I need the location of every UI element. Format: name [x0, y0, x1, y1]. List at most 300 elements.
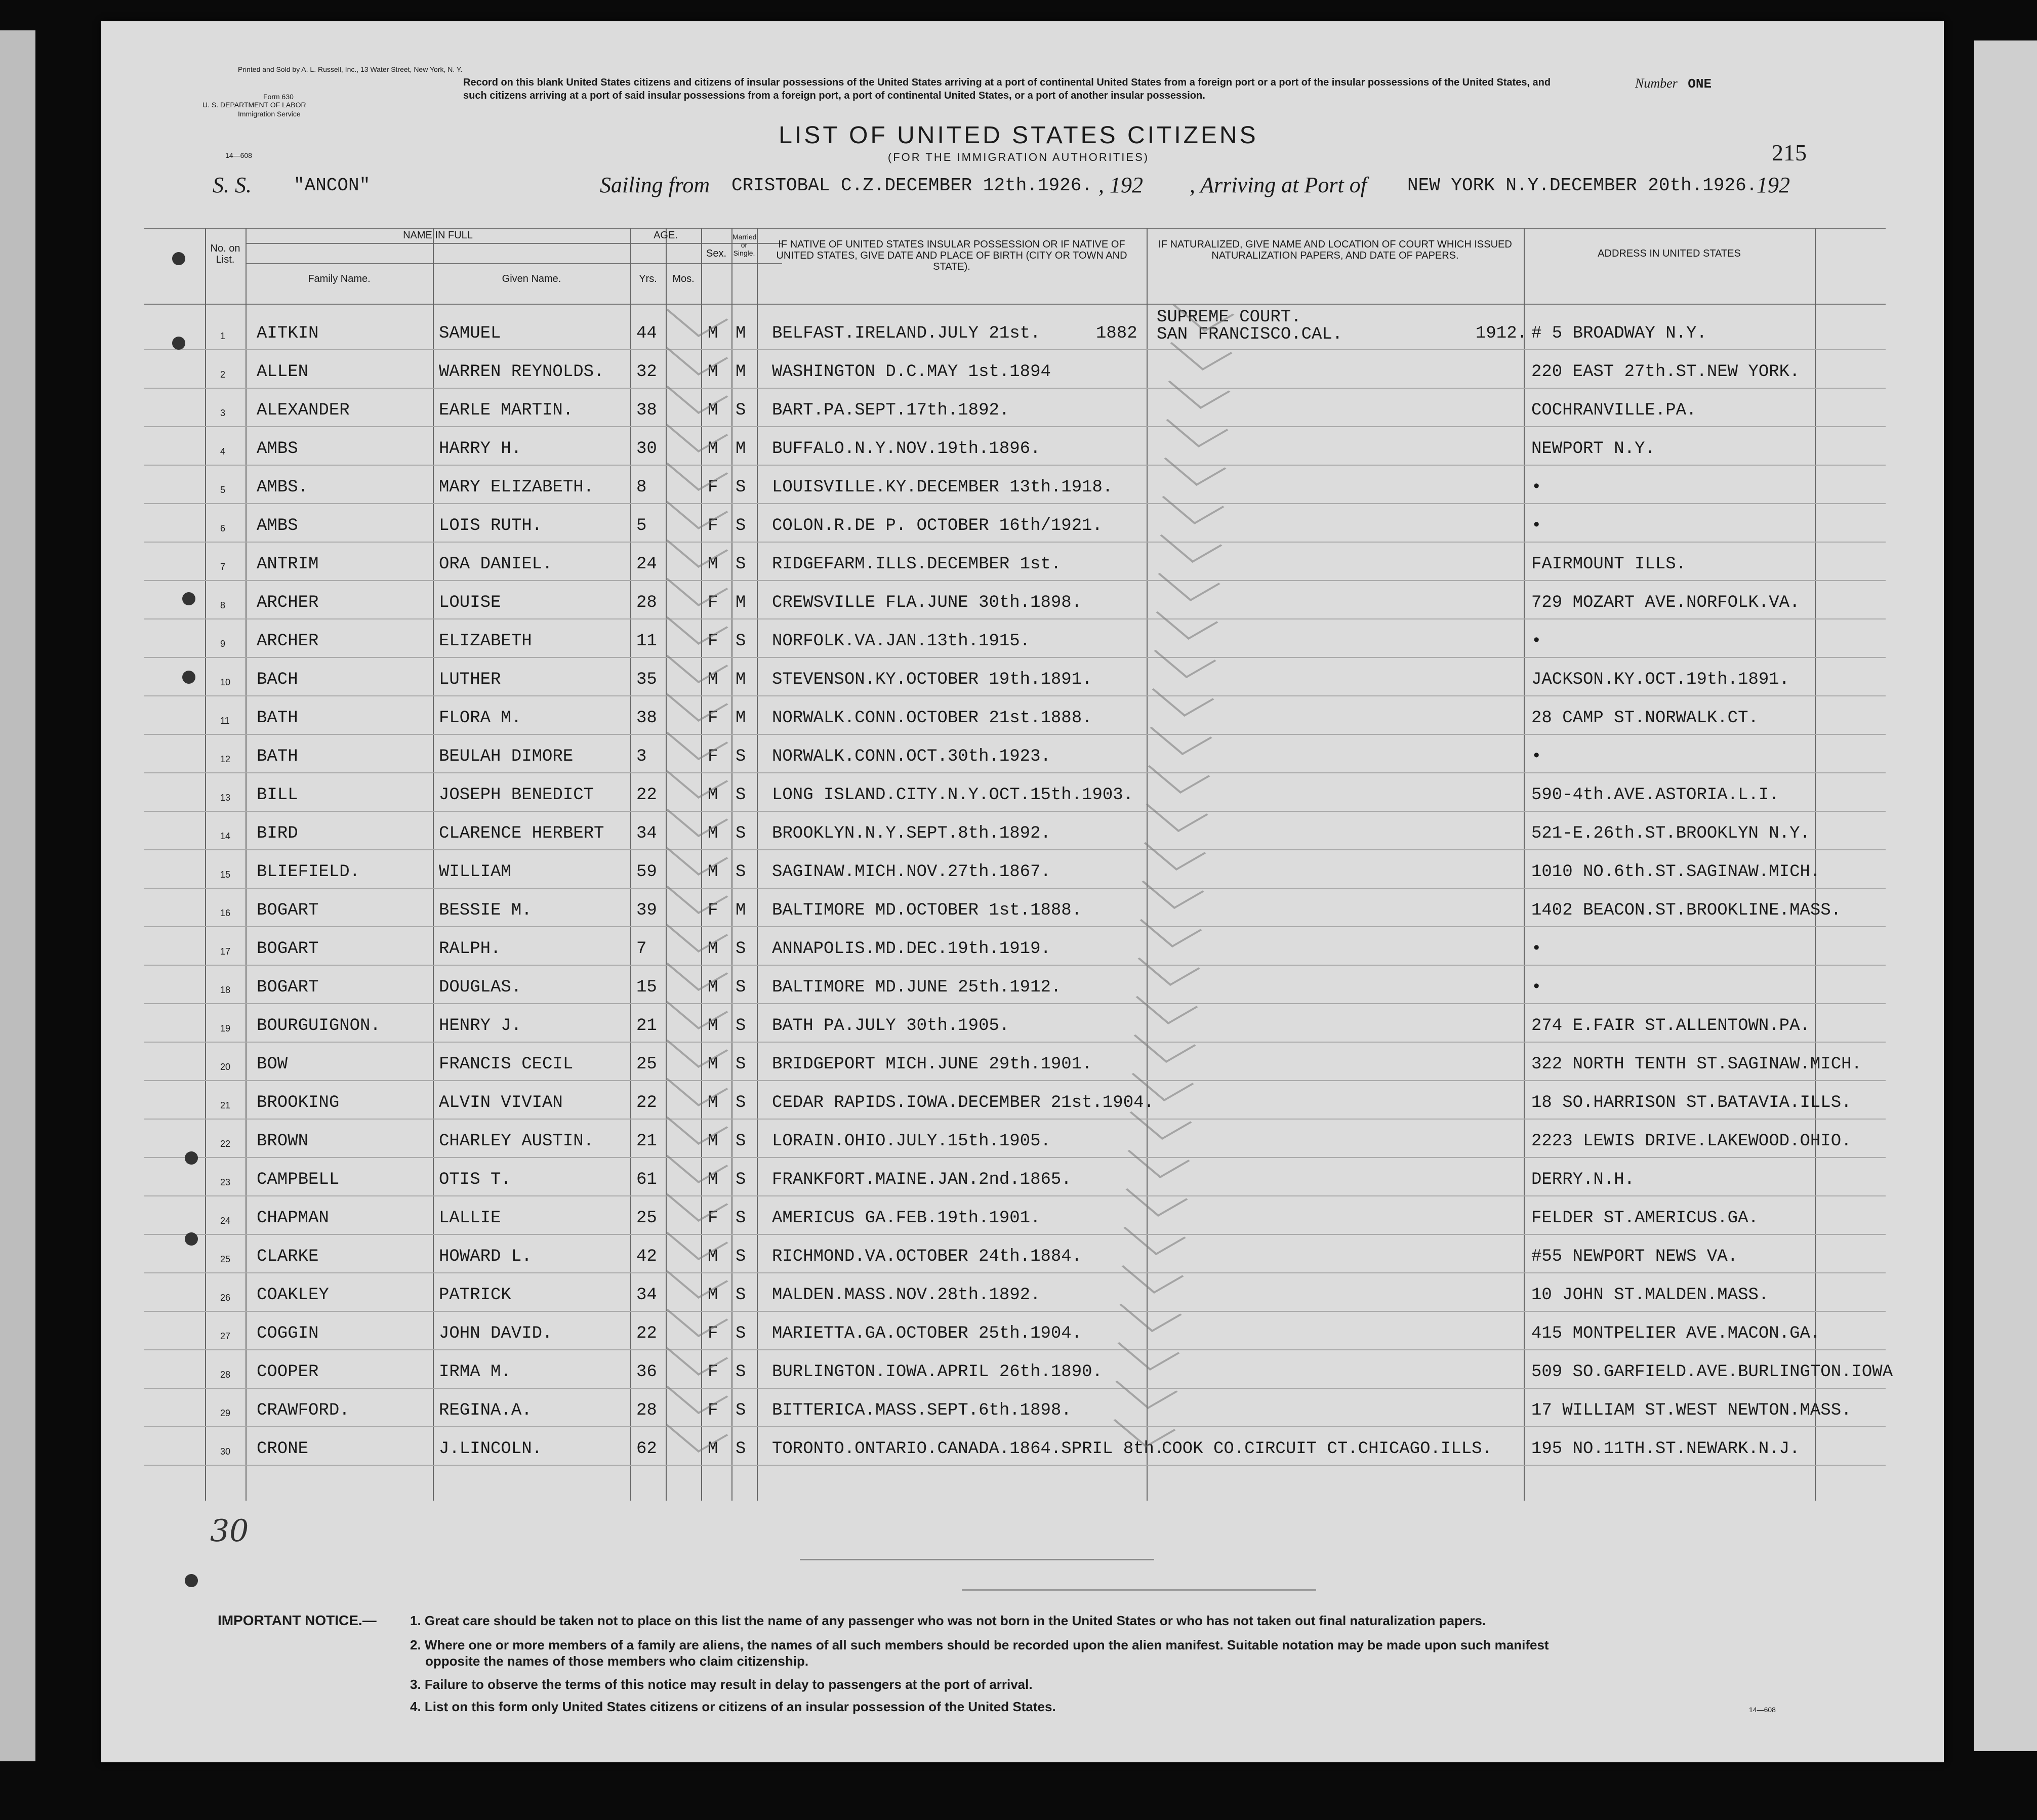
family-name: ARCHER	[257, 632, 319, 651]
table-row	[144, 1122, 1886, 1160]
family-name: BOGART	[257, 939, 319, 959]
birth-place-date: FRANKFORT.MAINE.JAN.2nd.1865.	[772, 1170, 1072, 1189]
row-number: 12	[220, 754, 231, 764]
sex: M	[708, 555, 718, 574]
given-name: IRMA M.	[439, 1362, 511, 1382]
sex: M	[708, 1132, 718, 1151]
birth-place-date: BALTIMORE MD.OCTOBER 1st.1888.	[772, 901, 1082, 920]
age-years: 21	[636, 1132, 657, 1151]
age-years: 22	[636, 785, 657, 805]
married-single: S	[736, 1247, 746, 1266]
address: 17 WILLIAM ST.WEST NEWTON.MASS.	[1531, 1401, 1852, 1420]
row-rule	[144, 580, 1886, 581]
birth-place-date: RICHMOND.VA.OCTOBER 24th.1884.	[772, 1247, 1082, 1266]
married-single: S	[736, 1209, 746, 1228]
form-number: Form 630	[263, 93, 294, 101]
row-number: 9	[220, 639, 226, 649]
row-rule	[144, 1465, 1886, 1466]
age-years: 62	[636, 1439, 657, 1459]
birth-place-date: AMERICUS GA.FEB.19th.1901.	[772, 1209, 1041, 1228]
row-number: 3	[220, 408, 226, 418]
sex: F	[708, 901, 718, 920]
row-number: 15	[220, 870, 231, 880]
col-sex: Sex.	[706, 248, 727, 259]
given-name: J.LINCOLN.	[439, 1439, 543, 1459]
row-number: 1	[220, 331, 226, 341]
sex: F	[708, 632, 718, 651]
punch-hole	[185, 1232, 198, 1246]
row-rule	[144, 849, 1886, 850]
sex: M	[708, 1170, 718, 1189]
row-number: 27	[220, 1331, 231, 1341]
family-name: BILL	[257, 785, 298, 805]
row-rule	[144, 1080, 1886, 1081]
married-single: S	[736, 1055, 746, 1074]
year-label-2: 192	[1757, 173, 1790, 197]
row-number: 20	[220, 1062, 231, 1072]
table-row	[144, 1314, 1886, 1352]
row-rule	[144, 695, 1886, 696]
age-years: 36	[636, 1362, 657, 1382]
row-number: 21	[220, 1100, 231, 1110]
family-name: CRONE	[257, 1439, 309, 1459]
birth-year: 1882	[1096, 324, 1137, 343]
address: 2223 LEWIS DRIVE.LAKEWOOD.OHIO.	[1531, 1132, 1852, 1151]
age-years: 34	[636, 824, 657, 843]
row-number: 24	[220, 1216, 231, 1226]
married-single: M	[736, 362, 746, 382]
row-rule	[144, 465, 1886, 466]
married-single: S	[736, 747, 746, 766]
page-number: 215	[1772, 140, 1807, 166]
row-number: 18	[220, 985, 231, 995]
number-value: ONE	[1688, 76, 1712, 92]
family-name: BIRD	[257, 824, 298, 843]
age-years: 38	[636, 709, 657, 728]
naturalization-location: SAN FRANCISCO.CAL.	[1157, 325, 1343, 344]
row-rule	[144, 1388, 1886, 1389]
number-label: Number	[1635, 76, 1678, 91]
given-name: ALVIN VIVIAN	[439, 1093, 563, 1112]
family-name: BROWN	[257, 1132, 309, 1151]
row-rule	[144, 388, 1886, 389]
row-number: 16	[220, 908, 231, 918]
table-row	[144, 468, 1886, 506]
family-name: BOW	[257, 1055, 288, 1074]
family-name: ANTRIM	[257, 555, 319, 574]
birth-place-date: BROOKLYN.N.Y.SEPT.8th.1892.	[772, 824, 1051, 843]
address: # 5 BROADWAY N.Y.	[1531, 324, 1707, 343]
col-family: Family Name.	[308, 273, 371, 284]
row-number: 10	[220, 677, 231, 687]
table-row	[144, 929, 1886, 968]
given-name: BEULAH DIMORE	[439, 747, 574, 766]
married-single: M	[736, 439, 746, 459]
adjacent-page-right	[1974, 40, 2037, 1751]
punch-hole	[182, 592, 195, 605]
inspector-signature	[800, 1513, 1154, 1560]
sex: F	[708, 1324, 718, 1343]
form-code: 14—608	[225, 151, 252, 159]
family-name: AMBS	[257, 516, 298, 535]
notice-item-3: 3. Failure to observe the terms of this notice may result in delay to passengers at the port of arrival.	[410, 1677, 1033, 1692]
birth-place-date: LORAIN.OHIO.JULY.15th.1905.	[772, 1132, 1051, 1151]
given-name: LALLIE	[439, 1209, 501, 1228]
row-rule	[144, 1349, 1886, 1350]
table-row	[144, 308, 1886, 352]
birth-place-date: NORWALK.CONN.OCT.30th.1923.	[772, 747, 1051, 766]
family-name: BOGART	[257, 978, 319, 997]
sex: M	[708, 862, 718, 882]
table-row	[144, 1045, 1886, 1083]
family-name: ALEXANDER	[257, 401, 350, 420]
table-row	[144, 660, 1886, 698]
address: 509 SO.GARFIELD.AVE.BURLINGTON.IOWA	[1531, 1362, 1893, 1382]
row-number: 4	[220, 446, 226, 457]
address: DERRY.N.H.	[1531, 1170, 1635, 1189]
row-rule	[144, 349, 1886, 350]
col-married-single: Married or Single.	[732, 233, 757, 257]
married-single: S	[736, 632, 746, 651]
department: U. S. DEPARTMENT OF LABOR	[202, 101, 306, 109]
col-address: ADDRESS IN UNITED STATES	[1598, 248, 1741, 259]
married-single: S	[736, 401, 746, 420]
sex: F	[708, 709, 718, 728]
row-rule	[144, 426, 1886, 427]
address: FAIRMOUNT ILLS.	[1531, 555, 1687, 574]
family-name: AMBS	[257, 439, 298, 459]
birth-place-date: BART.PA.SEPT.17th.1892.	[772, 401, 1010, 420]
row-number: 8	[220, 600, 226, 610]
birth-place-date: ANNAPOLIS.MD.DEC.19th.1919.	[772, 939, 1051, 959]
married-single: M	[736, 901, 746, 920]
given-name: FLORA M.	[439, 709, 522, 728]
sex: M	[708, 1016, 718, 1036]
table-row	[144, 891, 1886, 929]
row-rule	[144, 1003, 1886, 1004]
address: 729 MOZART AVE.NORFOLK.VA.	[1531, 593, 1800, 612]
naturalization-court: SUPREME COURT.	[1157, 308, 1301, 327]
age-years: 44	[636, 324, 657, 343]
given-name: BESSIE M.	[439, 901, 532, 920]
year-label-1: , 192	[1098, 173, 1143, 197]
col-yrs: Yrs.	[639, 273, 657, 284]
row-number: 25	[220, 1254, 231, 1264]
given-name: ORA DANIEL.	[439, 555, 553, 574]
row-number: 2	[220, 369, 226, 380]
married-single: S	[736, 1016, 746, 1036]
address: 18 SO.HARRISON ST.BATAVIA.ILLS.	[1531, 1093, 1852, 1112]
family-name: BATH	[257, 747, 298, 766]
ss-label: S. S.	[213, 173, 252, 197]
col-name-in-full: NAME IN FULL	[403, 230, 473, 241]
family-name: BATH	[257, 709, 298, 728]
given-name: HENRY J.	[439, 1016, 522, 1036]
family-name: BOURGUIGNON.	[257, 1016, 381, 1036]
table-row	[144, 1198, 1886, 1237]
row-rule	[144, 1426, 1886, 1427]
rule	[144, 228, 1886, 229]
table-row	[144, 852, 1886, 891]
address: 1010 NO.6th.ST.SAGINAW.MICH.	[1531, 862, 1821, 882]
birth-place-date: BURLINGTON.IOWA.APRIL 26th.1890.	[772, 1362, 1103, 1382]
col-birth: IF NATIVE OF UNITED STATES INSULAR POSSESSION OR IF NATIVE OF UNITED STATES, GIVE DATE AND PLACE OF BIRTH (CITY OR TOWN AND STATE).	[776, 239, 1127, 272]
table-row	[144, 1006, 1886, 1045]
given-name: ELIZABETH	[439, 632, 532, 651]
birth-place-date: LOUISVILLE.KY.DECEMBER 13th.1918.	[772, 478, 1113, 497]
given-name: RALPH.	[439, 939, 501, 959]
row-number: 7	[220, 562, 226, 572]
rule	[144, 304, 1886, 305]
address: 521-E.26th.ST.BROOKLYN N.Y.	[1531, 824, 1810, 843]
birth-place-date: BATH PA.JULY 30th.1905.	[772, 1016, 1010, 1036]
birth-place-date: MARIETTA.GA.OCTOBER 25th.1904.	[772, 1324, 1082, 1343]
age-years: 34	[636, 1286, 657, 1305]
given-name: LUTHER	[439, 670, 501, 689]
address: 195 NO.11TH.ST.NEWARK.N.J.	[1531, 1439, 1800, 1459]
row-rule	[144, 503, 1886, 504]
row-rule	[144, 888, 1886, 889]
table-row	[144, 429, 1886, 468]
birth-place-date: NORFOLK.VA.JAN.13th.1915.	[772, 632, 1031, 651]
given-name: DOUGLAS.	[439, 978, 522, 997]
punch-hole	[182, 671, 195, 684]
married-single: M	[736, 670, 746, 689]
adjacent-page-left	[0, 30, 35, 1761]
sailing-from: CRISTOBAL C.Z.DECEMBER 12th.1926.	[731, 175, 1092, 196]
table-row	[144, 1275, 1886, 1314]
row-rule	[144, 734, 1886, 735]
table-row	[144, 506, 1886, 545]
table-row	[144, 1237, 1886, 1275]
row-number: 17	[220, 946, 231, 957]
age-years: 42	[636, 1247, 657, 1266]
address: 220 EAST 27th.ST.NEW YORK.	[1531, 362, 1800, 382]
table-row	[144, 737, 1886, 775]
age-years: 22	[636, 1093, 657, 1112]
married-single: S	[736, 1401, 746, 1420]
age-years: 25	[636, 1209, 657, 1228]
married-single: S	[736, 824, 746, 843]
sex: M	[708, 1093, 718, 1112]
given-name: FRANCIS CECIL	[439, 1055, 574, 1074]
family-name: CAMPBELL	[257, 1170, 340, 1189]
given-name: PATRICK	[439, 1286, 511, 1305]
family-name: CHAPMAN	[257, 1209, 329, 1228]
row-number: 19	[220, 1023, 231, 1033]
birth-place-date: RIDGEFARM.ILLS.DECEMBER 1st.	[772, 555, 1062, 574]
row-rule	[144, 1234, 1886, 1235]
address: 28 CAMP ST.NORWALK.CT.	[1531, 709, 1759, 728]
address: •	[1531, 978, 1542, 997]
birth-place-date: BUFFALO.N.Y.NOV.19th.1896.	[772, 439, 1041, 459]
inspector-initials	[962, 1559, 1316, 1591]
address: •	[1531, 747, 1542, 766]
row-number: 26	[220, 1293, 231, 1303]
arriving-at: NEW YORK N.Y.DECEMBER 20th.1926.	[1407, 175, 1758, 196]
married-single: S	[736, 939, 746, 959]
sex: M	[708, 978, 718, 997]
birth-place-date: BITTERICA.MASS.SEPT.6th.1898.	[772, 1401, 1072, 1420]
sex: M	[708, 401, 718, 420]
sex: M	[708, 362, 718, 382]
table-row	[144, 968, 1886, 1006]
row-number: 6	[220, 523, 226, 533]
age-years: 30	[636, 439, 657, 459]
notice-item-2-cont: opposite the names of those members who claim citizenship.	[425, 1653, 809, 1669]
age-years: 5	[636, 516, 647, 535]
row-rule	[144, 1042, 1886, 1043]
family-name: CLARKE	[257, 1247, 319, 1266]
married-single: S	[736, 1132, 746, 1151]
married-single: S	[736, 862, 746, 882]
page-subtitle: (FOR THE IMMIGRATION AUTHORITIES)	[887, 151, 1150, 163]
sex: F	[708, 516, 718, 535]
address: 415 MONTPELIER AVE.MACON.GA.	[1531, 1324, 1821, 1343]
birth-place-date: BALTIMORE MD.JUNE 25th.1912.	[772, 978, 1062, 997]
family-name: BOGART	[257, 901, 319, 920]
punch-hole	[172, 337, 185, 350]
given-name: HARRY H.	[439, 439, 522, 459]
birth-place-date: CREWSVILLE FLA.JUNE 30th.1898.	[772, 593, 1082, 612]
married-single: S	[736, 978, 746, 997]
birth-place-date: SAGINAW.MICH.NOV.27th.1867.	[772, 862, 1051, 882]
married-single: M	[736, 324, 746, 343]
check-mark	[666, 293, 728, 337]
table-row	[144, 1352, 1893, 1391]
page-title: LIST OF UNITED STATES CITIZENS	[779, 122, 1258, 149]
address: #55 NEWPORT NEWS VA.	[1531, 1247, 1738, 1266]
address: 322 NORTH TENTH ST.SAGINAW.MICH.	[1531, 1055, 1862, 1074]
age-years: 28	[636, 1401, 657, 1420]
age-years: 61	[636, 1170, 657, 1189]
sex: M	[708, 785, 718, 805]
married-single: S	[736, 1286, 746, 1305]
age-years: 24	[636, 555, 657, 574]
family-name: COOPER	[257, 1362, 319, 1382]
sex: M	[708, 1439, 718, 1459]
sex: F	[708, 1401, 718, 1420]
birth-place-date: LONG ISLAND.CITY.N.Y.OCT.15th.1903.	[772, 785, 1134, 805]
notice-item-2: 2. Where one or more members of a family are aliens, the names of all such members should be recorded upon the alien manifest. Suitable notation may be made upon such manifest	[410, 1637, 1549, 1652]
address: 10 JOHN ST.MALDEN.MASS.	[1531, 1286, 1769, 1305]
address: FELDER ST.AMERICUS.GA.	[1531, 1209, 1759, 1228]
punch-hole	[185, 1574, 198, 1587]
row-rule	[144, 1195, 1886, 1196]
row-number: 14	[220, 831, 231, 841]
row-rule	[144, 618, 1886, 619]
birth-place-date: MALDEN.MASS.NOV.28th.1892.	[772, 1286, 1041, 1305]
address: •	[1531, 516, 1542, 535]
birth-place-date: NORWALK.CONN.OCTOBER 21st.1888.	[772, 709, 1092, 728]
given-name: LOUISE	[439, 593, 501, 612]
sex: M	[708, 439, 718, 459]
table-row	[144, 391, 1886, 429]
age-years: 3	[636, 747, 647, 766]
age-years: 11	[636, 632, 657, 651]
row-number: 28	[220, 1370, 231, 1380]
footer-code: 14—608	[1749, 1706, 1776, 1714]
age-years: 39	[636, 901, 657, 920]
sex: F	[708, 478, 718, 497]
col-naturalized: IF NATURALIZED, GIVE NAME AND LOCATION OF COURT WHICH ISSUED NATURALIZATION PAPERS, AND DATE OF PAPERS.	[1158, 239, 1512, 261]
sex: M	[708, 1286, 718, 1305]
sex: M	[708, 324, 718, 343]
birth-place-date: BELFAST.IRELAND.JULY 21st.	[772, 324, 1041, 343]
married-single: S	[736, 785, 746, 805]
birth-place-date: BRIDGEPORT MICH.JUNE 29th.1901.	[772, 1055, 1092, 1074]
naturalization-year: 1912.	[1476, 324, 1528, 343]
address: 274 E.FAIR ST.ALLENTOWN.PA.	[1531, 1016, 1810, 1036]
family-name: CRAWFORD.	[257, 1401, 350, 1420]
age-years: 22	[636, 1324, 657, 1343]
given-name: LOIS RUTH.	[439, 516, 543, 535]
sex: F	[708, 747, 718, 766]
address: COCHRANVILLE.PA.	[1531, 401, 1697, 420]
table-row	[144, 1160, 1886, 1198]
family-name: ALLEN	[257, 362, 309, 382]
row-rule	[144, 811, 1886, 812]
given-name: WILLIAM	[439, 862, 511, 882]
sex: M	[708, 824, 718, 843]
married-single: S	[736, 555, 746, 574]
age-years: 15	[636, 978, 657, 997]
given-name: REGINA.A.	[439, 1401, 532, 1420]
given-name: MARY ELIZABETH.	[439, 478, 594, 497]
row-rule	[144, 1272, 1886, 1273]
row-rule	[144, 1311, 1886, 1312]
given-name: JOHN DAVID.	[439, 1324, 553, 1343]
list-number	[1635, 76, 1712, 92]
family-name: ARCHER	[257, 593, 319, 612]
age-years: 59	[636, 862, 657, 882]
married-single: S	[736, 1324, 746, 1343]
row-number: 13	[220, 793, 231, 803]
address: •	[1531, 632, 1542, 651]
married-single: S	[736, 1362, 746, 1382]
punch-hole	[185, 1151, 198, 1165]
row-rule	[144, 1119, 1886, 1120]
table-row	[144, 1391, 1886, 1429]
married-single: S	[736, 1439, 746, 1459]
sex: M	[708, 1247, 718, 1266]
age-years: 25	[636, 1055, 657, 1074]
address: 1402 BEACON.ST.BROOKLINE.MASS.	[1531, 901, 1842, 920]
printer-line: Printed and Sold by A. L. Russell, Inc., 13 Water Street, New York, N. Y.	[238, 65, 463, 73]
given-name: SAMUEL	[439, 324, 501, 343]
married-single: S	[736, 1170, 746, 1189]
birth-place-date: WASHINGTON D.C.MAY 1st.1894	[772, 362, 1051, 382]
family-name: BROOKING	[257, 1093, 340, 1112]
sex: M	[708, 1055, 718, 1074]
row-number: 30	[220, 1446, 231, 1457]
sex: F	[708, 1362, 718, 1382]
table-row	[144, 622, 1886, 660]
row-rule	[144, 1157, 1886, 1158]
address: •	[1531, 478, 1542, 497]
family-name: BLIEFIELD.	[257, 862, 360, 882]
ship-name: "ANCON"	[294, 175, 371, 196]
given-name: WARREN REYNOLDS.	[439, 362, 604, 382]
notice-heading: IMPORTANT NOTICE.—	[218, 1612, 377, 1628]
col-mos: Mos.	[672, 273, 695, 284]
handwritten-total: 30	[210, 1513, 249, 1549]
sailing-label: Sailing from	[600, 173, 710, 197]
arriving-label: , Arriving at Port of	[1190, 173, 1367, 197]
row-rule	[144, 772, 1886, 773]
family-name: BACH	[257, 670, 298, 689]
family-name: AMBS.	[257, 478, 309, 497]
